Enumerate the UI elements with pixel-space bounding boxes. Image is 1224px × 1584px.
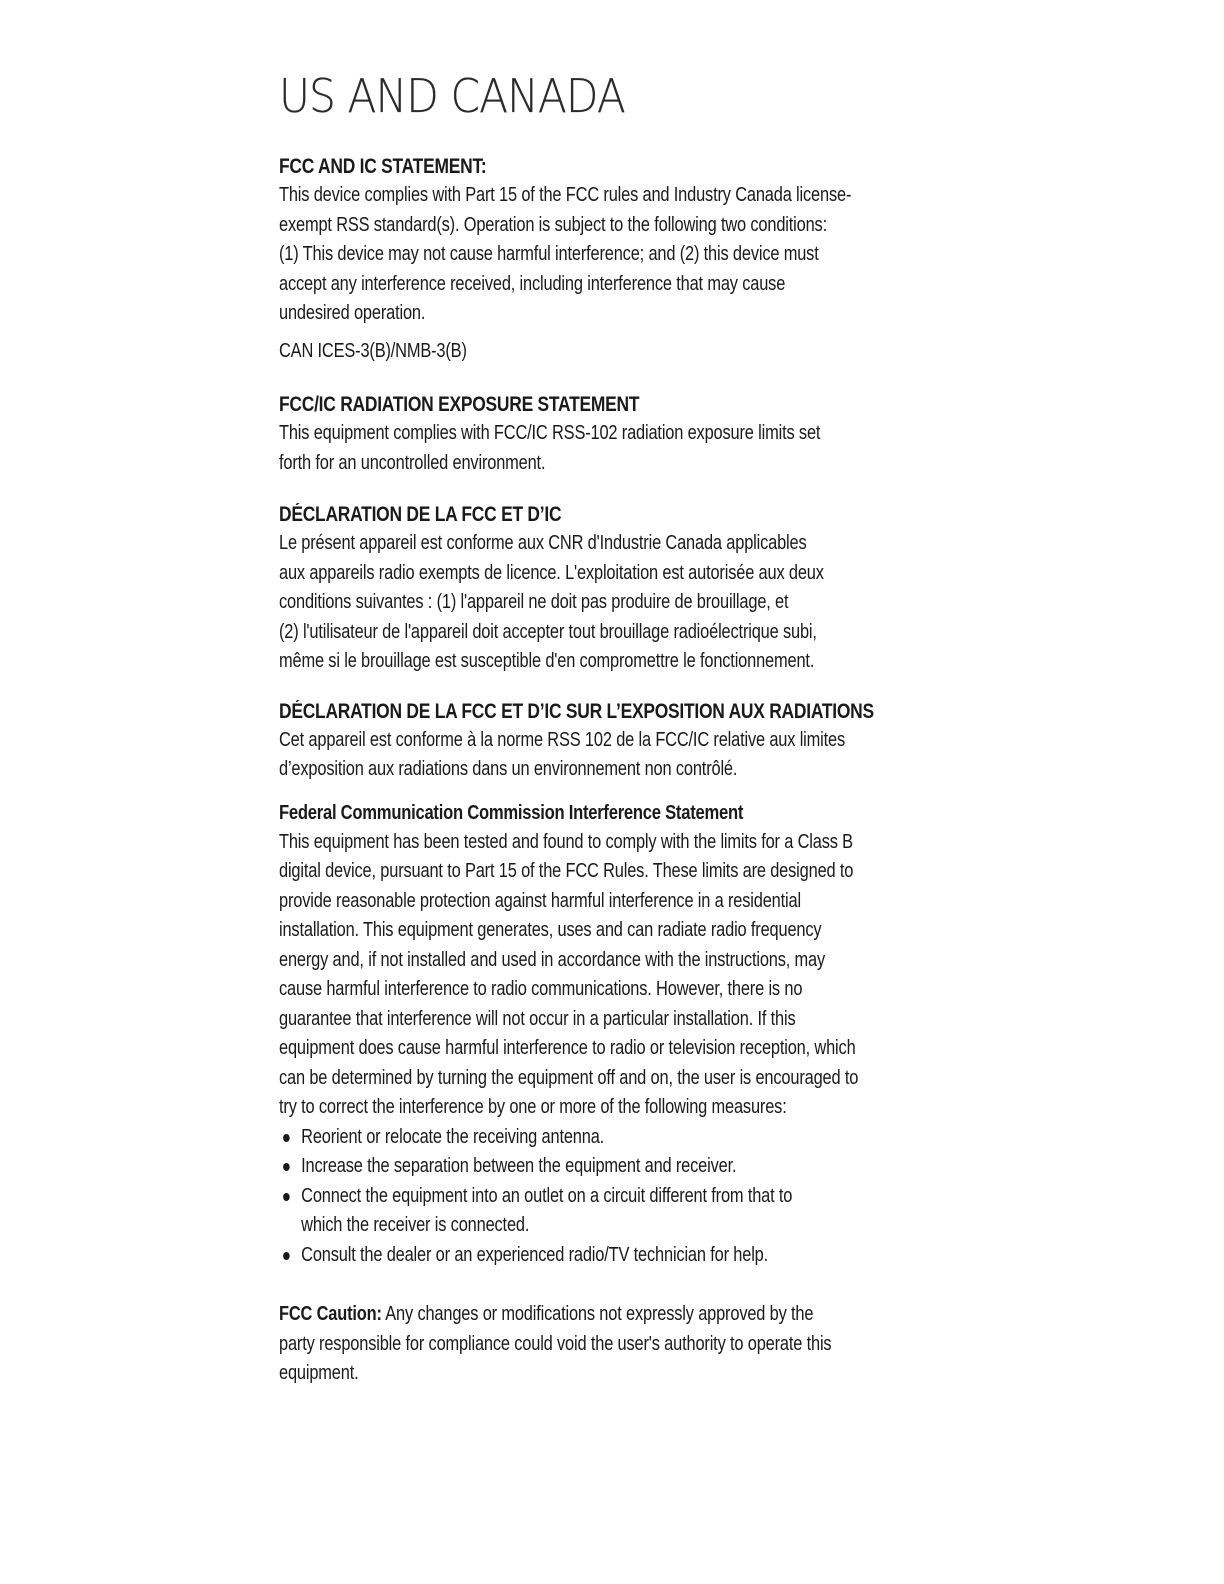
caution-text: Any changes or modifications not expressly approved by the <box>381 1303 814 1325</box>
section-heading: DÉCLARATION DE LA FCC ET D’IC <box>279 503 562 526</box>
body-line <box>279 1300 927 1330</box>
body-line: Increase the separation between the equipment and receiver. <box>301 1155 737 1177</box>
section-fcc-caution <box>279 1300 949 1389</box>
body-line: forth for an uncontrolled environment. <box>279 451 546 474</box>
section-heading: FCC/IC RADIATION EXPOSURE STATEMENT <box>279 393 640 416</box>
document-page <box>279 68 949 1389</box>
section-body <box>279 529 927 677</box>
body-line: undesired operation. <box>279 302 426 324</box>
bullet-icon <box>283 1252 290 1260</box>
section-body <box>279 828 927 1271</box>
body-line: conditions suivantes : (1) l'appareil ne doit pas produire de brouillage, et <box>279 591 789 613</box>
body-line: try to correct the interference by one or more of the following measures: <box>279 1096 787 1118</box>
section-declaration-fr <box>279 500 949 677</box>
body-line: même si le brouillage est susceptible d'en compromettre le fonctionnement. <box>279 650 815 672</box>
body-line: energy and, if not installed and used in accordance with the instructions, may <box>279 948 826 971</box>
body-line: Reorient or relocate the receiving antenna. <box>301 1125 605 1148</box>
body-line: Le présent appareil est conforme aux CNR d'Industrie Canada applicables <box>279 532 807 554</box>
body-line: aux appareils radio exempts de licence. L'exploitation est autorisée aux deux <box>279 561 824 584</box>
caution-body <box>279 1300 927 1389</box>
section-heading: DÉCLARATION DE LA FCC ET D’IC SUR L’EXPOSITION AUX RADIATIONS <box>279 699 874 723</box>
section-body <box>279 181 927 329</box>
list-item <box>279 1182 927 1241</box>
section-body <box>279 726 927 785</box>
section-heading: FCC AND IC STATEMENT: <box>279 155 487 178</box>
bullet-icon <box>283 1134 290 1142</box>
body-line: exempt RSS standard(s). Operation is subject to the following two conditions: <box>279 213 827 236</box>
body-line: digital device, pursuant to Part 15 of the FCC Rules. These limits are designed to <box>279 860 854 882</box>
section-fcc-interference <box>279 799 949 1271</box>
bullet-icon <box>283 1163 290 1171</box>
list-item <box>279 1241 927 1271</box>
body-line: equipment. <box>279 1362 359 1384</box>
body-line: CAN ICES-3(B)/NMB-3(B) <box>279 339 467 362</box>
ices-label <box>279 337 927 367</box>
body-line: (2) l'utilisateur de l'appareil doit accepter tout brouillage radioélectrique subi, <box>279 620 817 643</box>
section-declaration-radiation-fr <box>279 697 949 785</box>
body-line: (1) This device may not cause harmful interference; and (2) this device must <box>279 243 819 265</box>
body-line: equipment does cause harmful interference to radio or television reception, which <box>279 1037 856 1059</box>
body-line: which the receiver is connected. <box>301 1214 530 1236</box>
bullet-icon <box>283 1193 290 1201</box>
section-heading: Federal Communication Commission Interference Statement <box>279 801 744 824</box>
page-title: US AND CANADA <box>279 69 625 123</box>
body-line: party responsible for compliance could void the user's authority to operate this <box>279 1332 832 1355</box>
body-line: installation. This equipment generates, uses and can radiate radio frequency <box>279 919 822 941</box>
section-body <box>279 419 927 478</box>
body-line: Connect the equipment into an outlet on a circuit different from that to <box>301 1184 793 1207</box>
body-line: Consult the dealer or an experienced radio/TV technician for help. <box>301 1243 769 1266</box>
body-line: can be determined by turning the equipment off and on, the user is encouraged to <box>279 1066 859 1089</box>
body-line: cause harmful interference to radio communications. However, there is no <box>279 978 803 1000</box>
body-line: Cet appareil est conforme à la norme RSS 102 de la FCC/IC relative aux limites <box>279 728 846 751</box>
body-line: guarantee that interference will not occur in a particular installation. If this <box>279 1007 796 1030</box>
body-line: d’exposition aux radiations dans un environnement non contrôlé. <box>279 758 738 780</box>
caution-label: FCC Caution: <box>279 1303 382 1325</box>
list-item <box>279 1123 927 1153</box>
measures-list <box>279 1123 927 1271</box>
body-line: This equipment complies with FCC/IC RSS-102 radiation exposure limits set <box>279 422 821 444</box>
body-line: This device complies with Part 15 of the FCC rules and Industry Canada license- <box>279 184 852 206</box>
section-fcc-ic-statement <box>279 152 949 366</box>
body-line: provide reasonable protection against harmful interference in a residential <box>279 889 801 912</box>
body-line: This equipment has been tested and found to comply with the limits for a Class B <box>279 830 853 853</box>
list-item <box>279 1152 927 1182</box>
body-line: accept any interference received, including interference that may cause <box>279 272 786 295</box>
section-radiation-exposure <box>279 390 949 478</box>
